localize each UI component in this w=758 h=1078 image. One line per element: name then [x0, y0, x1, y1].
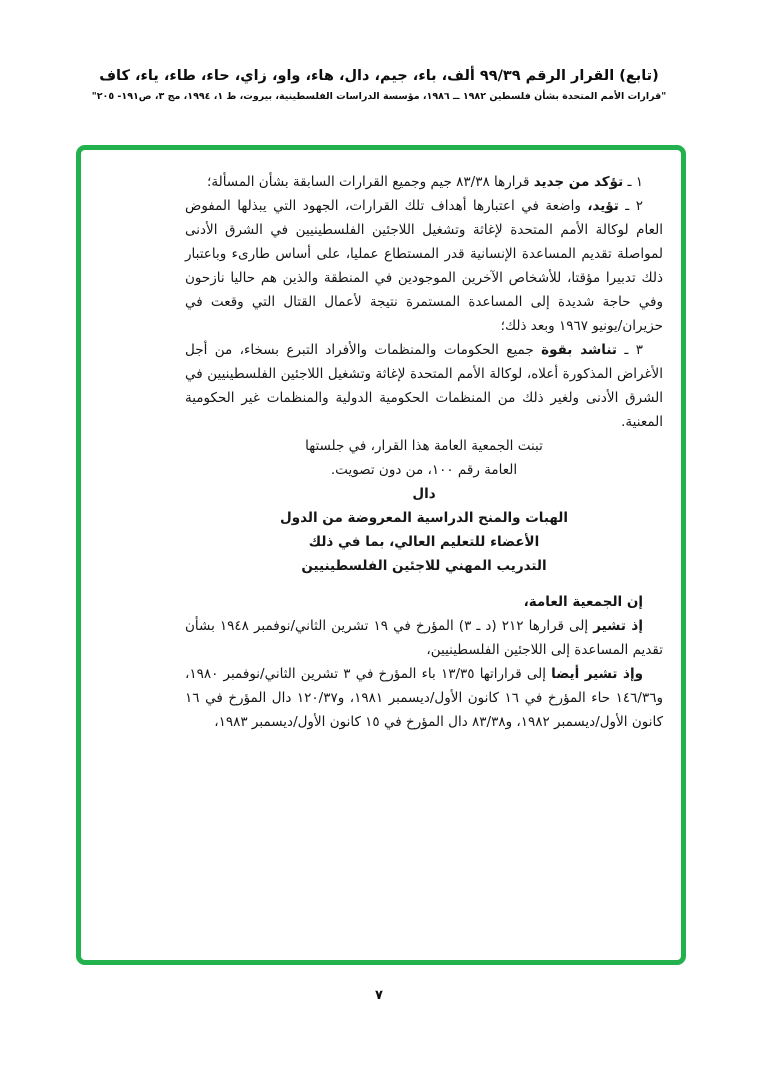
paragraph-3-number: ٣ ـ [616, 342, 643, 358]
paragraph-2-number: ٢ ـ [618, 198, 643, 214]
preamble-paragraph-2-lead: وإذ تشير أيضا [551, 666, 644, 682]
paragraph-3 [185, 338, 663, 434]
paragraph-3-body: جميع الحكومات والمنظمات والأفراد التبرع بسخاء، من أجل الأغراض المذكورة أعلاه، لوكالة الأمم المتحدة لإغاثة وتشغيل اللاجئين الفلسطينيين في الشرق الأدنى ولغير ذلك من المنظمات الحكومية الدولية والمنظمات غير الحكومية المعنية. [185, 342, 663, 430]
page-header [0, 68, 758, 102]
preamble-paragraph-2 [185, 662, 663, 734]
paragraph-2-body: واضعة في اعتبارها أهداف تلك القرارات، الجهود التي يبذلها المفوض العام لوكالة الأمم المتحدة لإغاثة وتشغيل اللاجئين الفلسطينيين في الشرق الأدنى لمواصلة تقديم المساعدة الإنسانية قدر المستطاع عمليا، على أساس طارىء وباعتبار ذلك تدبيرا مؤقتا، للأشخاص الآخرين الموجودين في المنطقة والذين هم حاليا نازحون وفي حاجة شديدة إلى المساعدة المستمرة نتيجة لأعمال القتال التي وقعت في حزيران/يونيو ١٩٦٧ وبعد ذلك؛ [185, 198, 663, 334]
preamble-paragraph-1 [185, 614, 663, 662]
paragraph-2 [185, 194, 663, 338]
section-heading-line-3: التدريب المهني للاجئين الفلسطينيين [301, 558, 547, 574]
paragraph-3-lead: تناشد بقوة [541, 342, 617, 358]
adoption-note: تبنت الجمعية العامة هذا القرار، في جلستها العامة رقم ١٠٠، من دون تصويت. [305, 438, 543, 478]
section-heading-line-2: الأعضاء للتعليم العالي، بما في ذلك [308, 534, 540, 550]
page-number: ٧ [375, 988, 383, 1003]
resolution-text [185, 170, 663, 734]
paragraph-1-body: قرارها ٨٣/٣٨ جيم وجميع القرارات السابقة بشأن المسألة؛ [207, 174, 534, 190]
section-heading-line-1: الهبات والمنح الدراسية المعروضة من الدول [280, 510, 568, 526]
paragraph-1-number: ١ ـ [623, 174, 643, 190]
paragraph-1-lead: تؤكد من جديد [533, 174, 624, 190]
paragraph-2-lead: تؤيد، [587, 198, 619, 214]
section-letter: دال [412, 486, 436, 502]
preamble-paragraph-1-lead: إذ تشير [593, 618, 643, 634]
paragraph-1 [185, 170, 663, 194]
preamble-paragraph-2-body: إلى قراراتها ١٣/٣٥ باء المؤرخ في ٣ تشرين الثاني/نوفمبر ١٩٨٠، و١٤٦/٣٦ حاء المؤرخ في ١٦ كانون الأول/ديسمبر ١٩٨١، و١٢٠/٣٧ دال المؤرخ في ١٦ كانون الأول/ديسمبر ١٩٨٢، و٨٣/٣٨ دال المؤرخ في ١٥ كانون الأول/ديسمبر ١٩٨٣، [185, 666, 663, 730]
resolution-title: (تابع) القرار الرقم ٩٩/٣٩ ألف، باء، جيم، دال، هاء، واو، زاي، حاء، طاء، ياء، كاف [99, 68, 659, 84]
source-citation: "قرارات الأمم المتحدة بشأن فلسطين ١٩٨٢ ــ ١٩٨٦، مؤسسة الدراسات الفلسطينية، بيروت، ط ١، ١٩٩٤، مج ٣، ص١٩١- ٢٠٥" [91, 91, 667, 102]
content-frame [76, 145, 686, 965]
preamble-intro: إن الجمعية العامة، [523, 594, 643, 610]
preamble-paragraph-1-body: إلى قرارها ٢١٢ (د ـ ٣) المؤرخ في ١٩ تشرين الثاني/نوفمبر ١٩٤٨ بشأن تقديم المساعدة إلى اللاجئين الفلسطينيين، [185, 618, 663, 658]
